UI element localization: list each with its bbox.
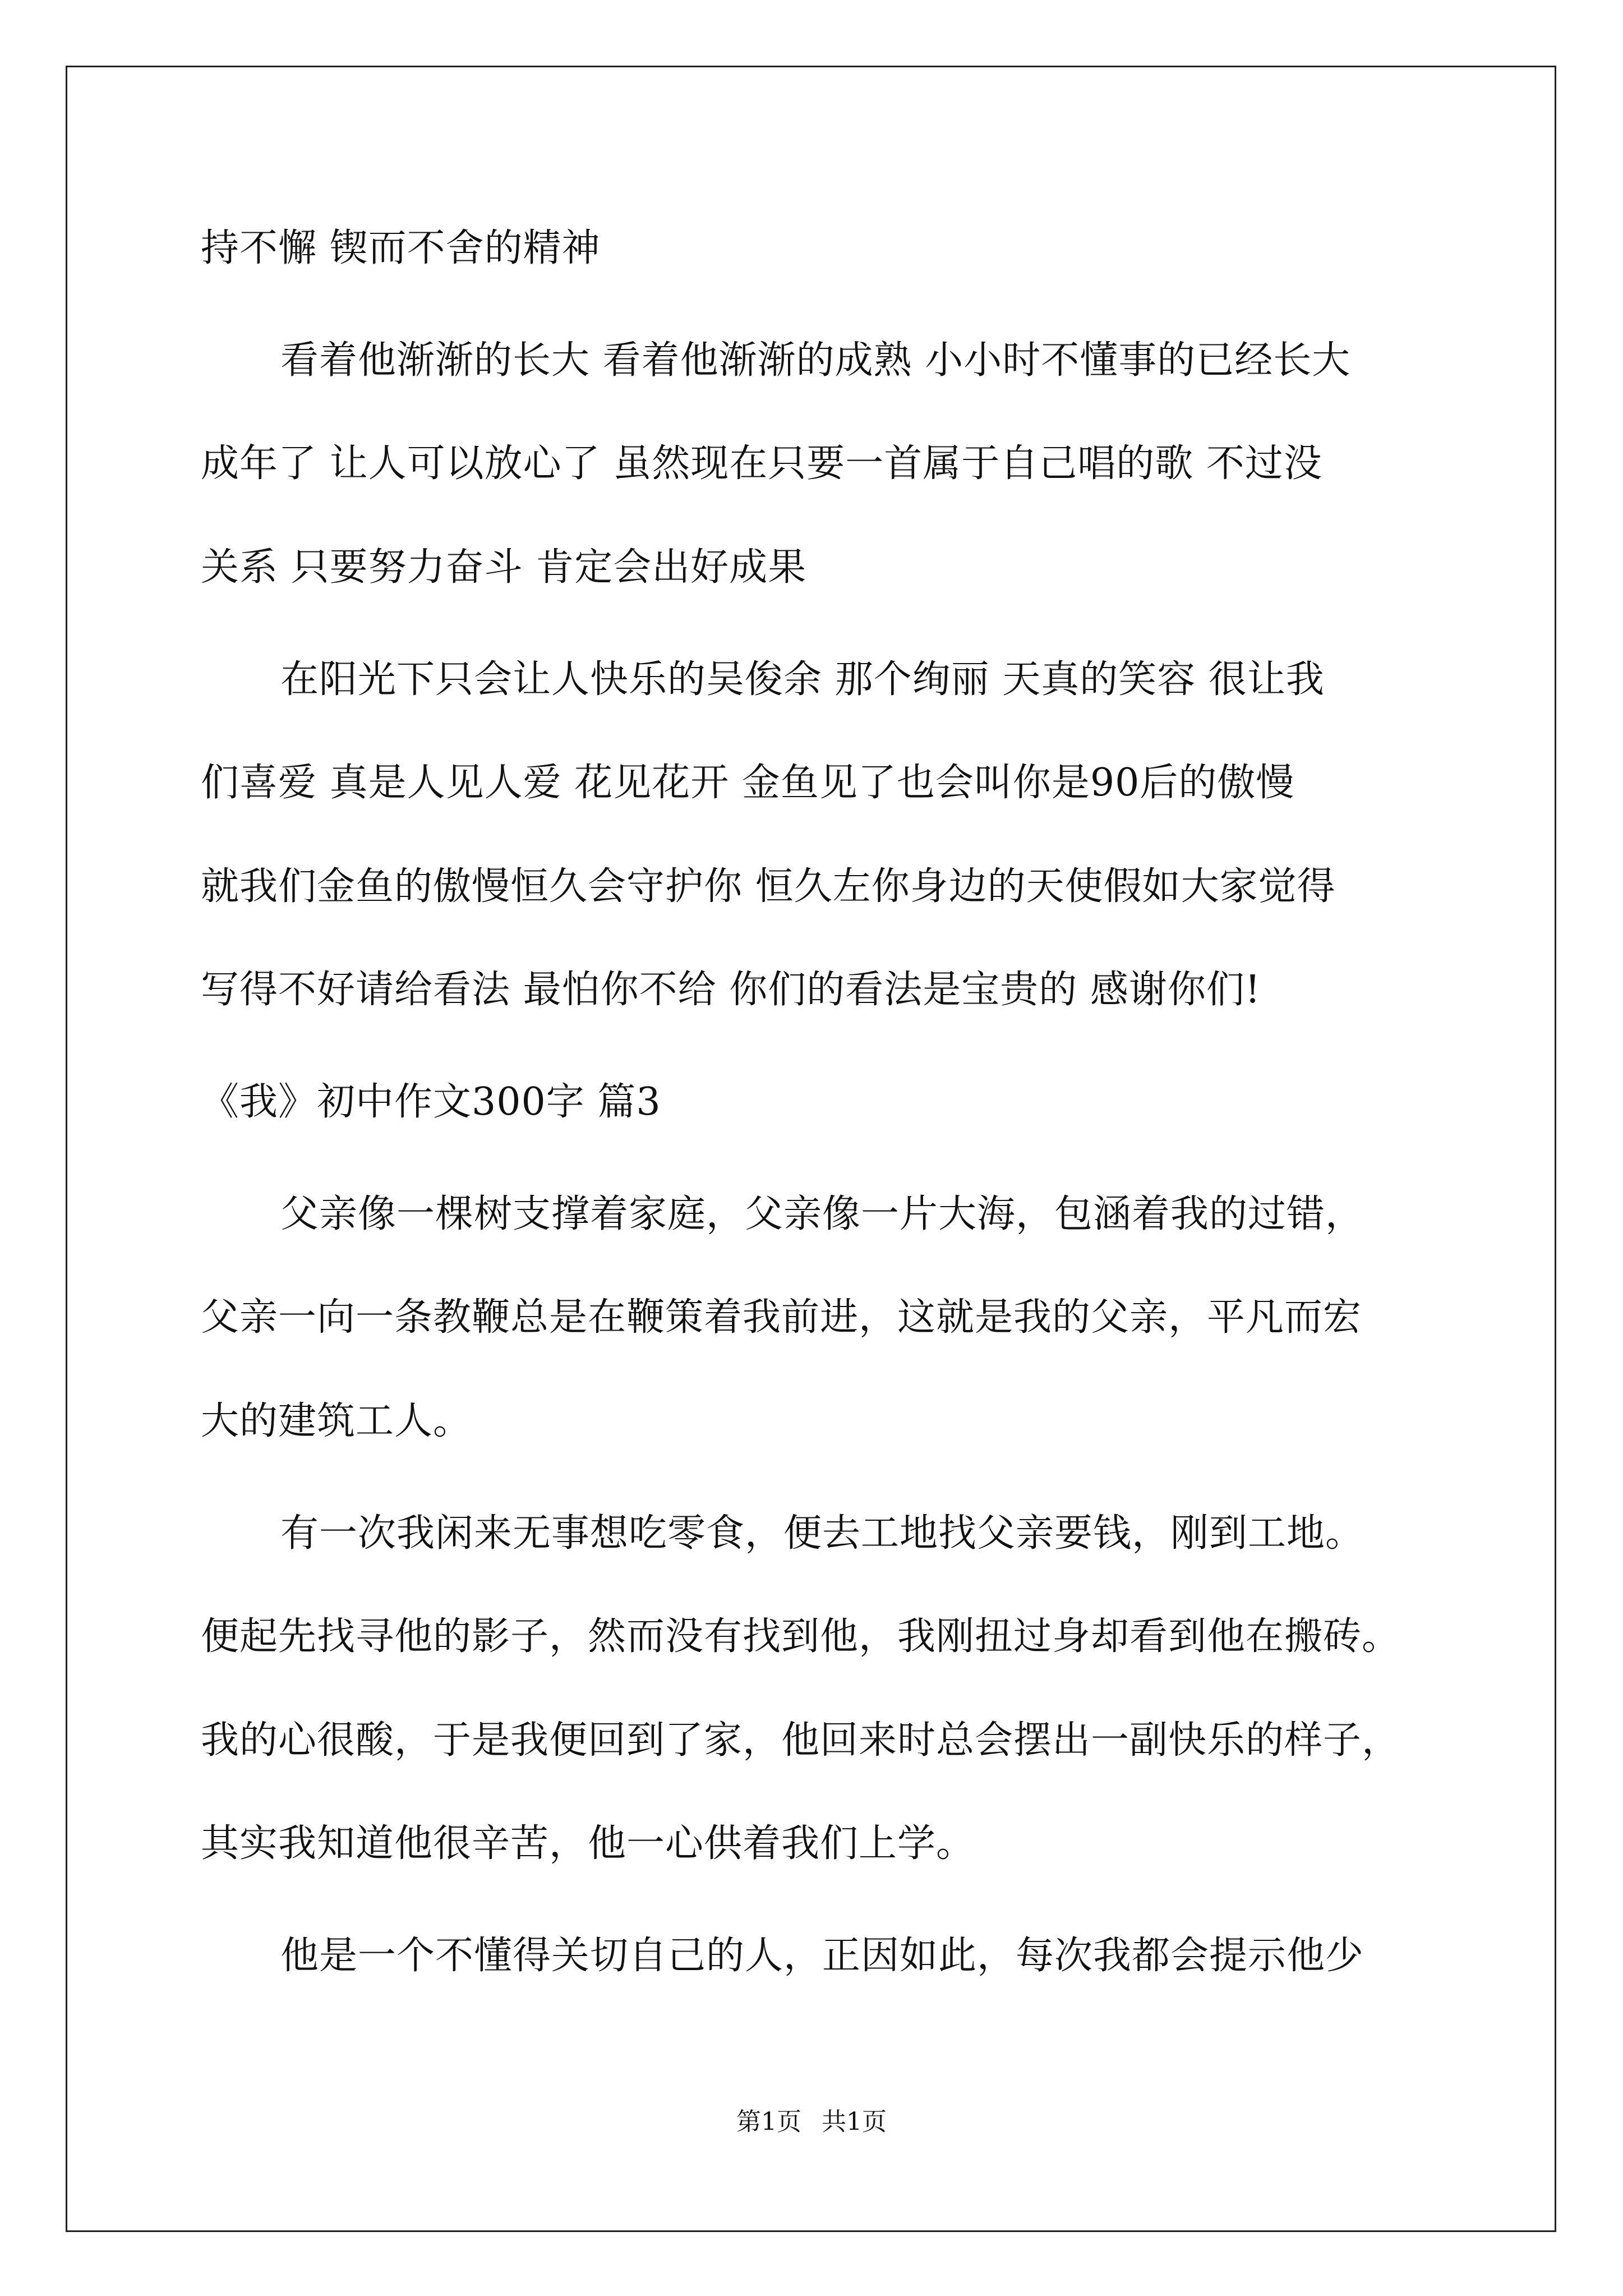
text-line: 大的建筑工人。: [201, 1399, 472, 1443]
text-line: 在阳光下只会让人快乐的吴俊余 那个绚丽 天真的笑容 很让我: [280, 657, 1325, 702]
text-line: 写得不好请给看法 最怕你不给 你们的看法是宝贵的 感谢你们!: [201, 968, 1261, 1012]
text-line: 他是一个不懂得关切自己的人，正因如此，每次我都会提示他少: [280, 1934, 1364, 1978]
text-line: 我的心很酸，于是我便回到了家，他回来时总会摆出一副快乐的样子，: [201, 1718, 1401, 1763]
page-total: 共1页: [822, 2108, 887, 2136]
section-heading: 《我》初中作文300字 篇3: [201, 1080, 661, 1124]
text-line: 其实我知道他很辛苦，他一心供着我们上学。: [201, 1821, 975, 1866]
text-line: 关系 只要努力奋斗 肯定会出好成果: [201, 545, 807, 590]
text-line: 们喜爱 真是人见人爱 花见花开 金鱼见了也会叫你是90后的傲慢: [201, 761, 1295, 805]
text-line: 有一次我闲来无事想吃零食，便去工地找父亲要钱，刚到工地。: [280, 1511, 1364, 1556]
text-line: 成年了 让人可以放心了 虽然现在只要一首属于自己唱的歌 不过没: [201, 441, 1322, 486]
page-border: [66, 66, 1556, 2232]
text-line: 就我们金鱼的傲慢恒久会守护你 恒久左你身边的天使假如大家觉得: [201, 864, 1336, 909]
text-line: 便起先找寻他的影子，然而没有找到他，我刚扭过身却看到他在搬砖。: [201, 1614, 1401, 1659]
text-line: 父亲像一棵树支撑着家庭，父亲像一片大海，包涵着我的过错，: [280, 1192, 1364, 1236]
text-line: 看着他渐渐的长大 看着他渐渐的成熟 小小时不懂事的已经长大: [280, 338, 1351, 383]
text-line: 父亲一向一条教鞭总是在鞭策着我前进，这就是我的父亲，平凡而宏: [201, 1295, 1362, 1340]
page-footer: [0, 2106, 1623, 2138]
page-number: 第1页: [736, 2108, 801, 2136]
text-line: 持不懈 锲而不舍的精神: [201, 226, 601, 270]
